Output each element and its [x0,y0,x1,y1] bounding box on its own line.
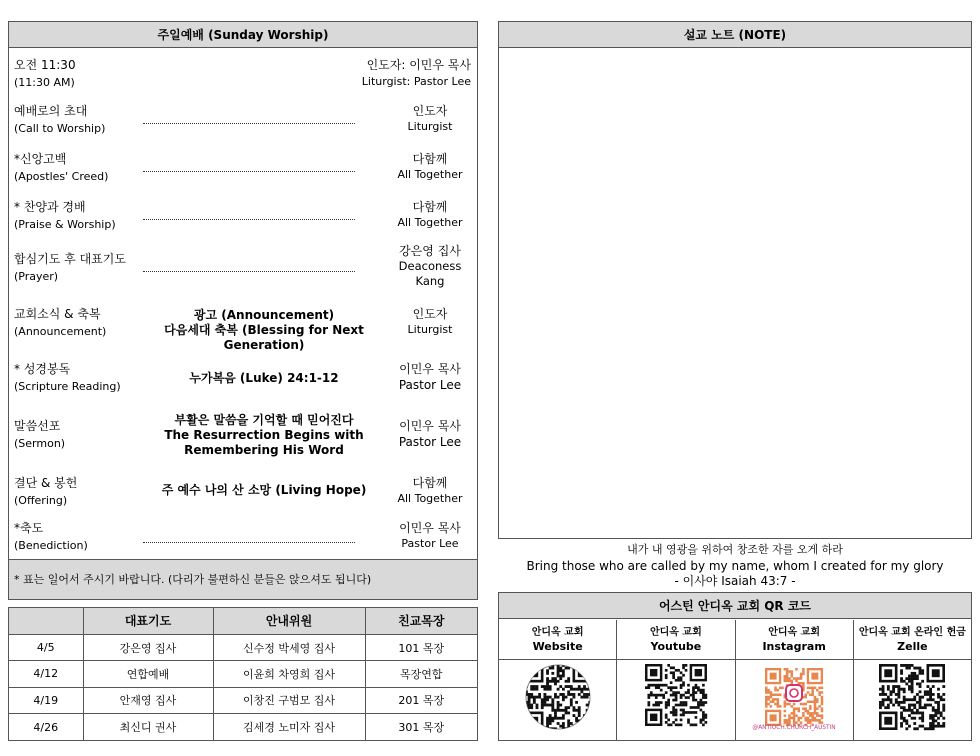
dotted-leader [143,542,355,543]
serving-schedule-table [8,607,478,741]
item-name-ko: 교회소식 & 축복 [14,307,101,321]
item-name-ko: 예배로의 초대 [14,104,88,118]
item-name-en: (Call to Worship) [14,122,106,135]
item-leader-en: Liturgist [407,323,453,336]
item-leader-ko: 이민우 목사 [399,419,461,433]
item-name-ko: 결단 & 봉헌 [14,476,78,490]
item-name-en: (Praise & Worship) [14,218,116,231]
cell-prayer: 안재영 집사 [83,687,213,713]
standing-footnote: * 표는 일어서 주시기 바랍니다. (다리가 불편하신 분들은 앉으셔도 됩니다) [9,559,477,599]
worship-item [9,475,477,509]
item-leader-en: All Together [397,168,463,181]
item-leader-ko: 인도자 [412,104,448,118]
item-name-en: (Apostles' Creed) [14,170,109,183]
item-name-ko: 합심기도 후 대표기도 [14,252,126,266]
youtube-qr-code-icon[interactable] [645,664,707,726]
qr-instagram[interactable] [736,620,854,740]
item-detail-line1: 광고 (Announcement) [193,308,335,322]
item-detail-line1: 부활은 말씀을 기억할 때 믿어진다 [174,413,354,427]
verse-reference: - 이사야 Isaiah 43:7 - [674,574,796,588]
verse-korean: 내가 내 영광을 위하여 창조한 자를 오게 하라 [627,543,843,556]
cell-prayer: 강은영 집사 [83,634,213,660]
qr-caption-top: 안디옥 교회 온라인 헌금 [858,627,966,638]
worship-item [9,243,477,291]
qr-caption-top: 안디옥 교회 [768,627,821,638]
worship-item [9,103,477,137]
col-header-ushers: 안내위원 [213,608,365,634]
qr-caption-label: Website [499,639,616,660]
table-row [9,687,477,713]
cell-ushers: 이윤희 차영희 집사 [213,661,365,687]
item-leader-ko: 다함께 [412,476,448,490]
service-time-ko: 오전 11:30 [14,58,76,72]
qr-zelle[interactable] [854,620,971,740]
table-header-row [9,608,477,634]
service-time-en: (11:30 AM) [14,76,75,89]
cell-fellowship: 201 목장 [365,687,477,713]
item-leader-en: Pastor Lee [398,435,462,449]
col-header-date [9,608,83,634]
item-name-en: (Benediction) [14,539,88,552]
qr-title: 어스틴 안디옥 교회 QR 코드 [499,593,971,619]
item-name-en: (Scripture Reading) [14,380,121,393]
worship-item [9,199,477,233]
cell-fellowship: 목장연합 [365,661,477,687]
item-name-ko: 말씀선포 [14,419,61,433]
cell-fellowship: 101 목장 [365,634,477,660]
item-name-ko: *축도 [14,521,44,535]
worship-title: 주일예배 (Sunday Worship) [9,22,477,48]
cell-prayer: 연합예배 [83,661,213,687]
cell-ushers: 신수정 박세영 집사 [213,634,365,660]
dotted-leader [143,219,355,220]
item-leader-ko: 다함께 [412,152,448,166]
worship-item [9,414,477,462]
dotted-leader [143,271,355,272]
worship-order-list [9,49,477,560]
dotted-leader [143,123,355,124]
table-row [9,634,477,660]
qr-code-panel [498,592,972,741]
worship-item [9,361,477,395]
worship-order-panel [8,21,478,600]
qr-caption-label: Instagram [736,639,853,660]
cell-date: 4/19 [9,687,83,713]
cell-fellowship: 301 목장 [365,714,477,740]
col-header-fellowship: 친교목장 [365,608,477,634]
item-name-ko: * 성경봉독 [14,362,71,376]
liturgist-ko: 인도자: 이민우 목사 [366,58,471,72]
qr-caption-label: Youtube [617,639,734,660]
qr-caption-top: 안디옥 교회 [531,627,584,638]
item-leader-en: Deaconess Kang [398,259,462,288]
item-leader-en: Pastor Lee [401,537,459,550]
cell-prayer: 최신디 권사 [83,714,213,740]
qr-caption-label: Zelle [854,639,971,660]
qr-website[interactable] [499,620,617,740]
item-leader-en: Pastor Lee [398,378,462,392]
item-leader-ko: 다함께 [412,200,448,214]
item-name-en: (Offering) [14,494,68,507]
qr-caption-top: 안디옥 교회 [649,627,702,638]
item-name-en: (Announcement) [14,325,107,338]
item-name-en: (Prayer) [14,270,59,283]
item-leader-ko: 인도자 [412,307,448,321]
worship-item [9,151,477,185]
cell-ushers: 김세경 노미자 집사 [213,714,365,740]
col-header-prayer: 대표기도 [83,608,213,634]
item-leader-en: Liturgist [407,120,453,133]
cell-ushers: 이창진 구범모 집사 [213,687,365,713]
item-name-ko: * 찬양과 경배 [14,200,86,214]
table-row [9,714,477,740]
cell-date: 4/5 [9,634,83,660]
cell-date: 4/26 [9,714,83,740]
qr-youtube[interactable] [617,620,735,740]
item-leader-en: All Together [397,216,463,229]
note-title: 설교 노트 (NOTE) [499,22,971,48]
table-row [9,661,477,687]
liturgist-en: Liturgist: Pastor Lee [361,75,471,88]
cell-date: 4/12 [9,661,83,687]
item-leader-ko: 이민우 목사 [399,521,461,535]
item-leader-ko: 이민우 목사 [399,362,461,376]
item-detail-line2: The Resurrection Begins with [164,428,364,442]
item-detail-line1: 주 예수 나의 산 소망 (Living Hope) [161,483,367,497]
website-qr-code-icon[interactable] [525,664,591,730]
dotted-leader [143,171,355,172]
item-name-en: (Sermon) [14,437,66,450]
item-detail-line3: Remembering His Word [184,443,344,457]
item-name-ko: *신앙고백 [14,152,67,166]
instagram-qr-code-icon[interactable] [752,664,836,731]
zelle-qr-code-icon[interactable] [879,664,945,730]
service-time-row [9,57,477,89]
item-detail-line2: 다음세대 축복 (Blessing for Next Generation) [164,323,364,352]
theme-verse [498,542,972,588]
item-detail-line1: 누가복음 (Luke) 24:1-12 [189,371,339,385]
item-leader-en: All Together [397,492,463,505]
sermon-note-panel [498,21,972,539]
item-leader-ko: 강은영 집사 [399,244,461,258]
note-writing-area[interactable] [499,49,971,538]
instagram-handle: @ANTIOCH.CHURCH_AUSTIN [752,725,836,731]
worship-item [9,306,477,352]
worship-item [9,520,477,554]
verse-english: Bring those who are called by my name, whom I created for my glory [526,559,944,573]
